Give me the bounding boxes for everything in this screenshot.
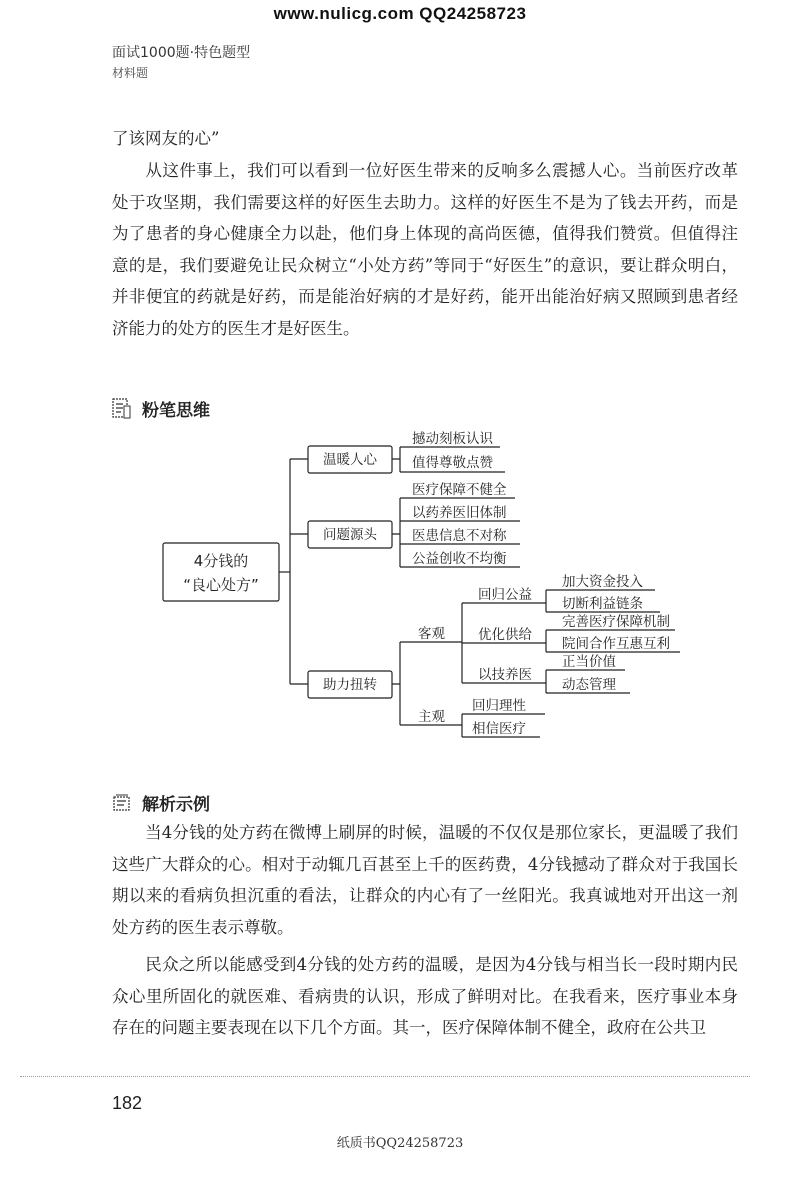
top-watermark: www.nulicg.com QQ24258723 bbox=[273, 4, 527, 23]
analysis-heading bbox=[112, 790, 210, 815]
analysis-icon bbox=[112, 792, 132, 814]
paragraph-conclusion: 从这件事上，我们可以看到一位好医生带来的反响多么震撼人心。当前医疗改革处于攻坚期，我们需要这样的好医生去助力。这样的好医生不是为了钱去开药，而是为了患者的身心健康全力以赴，他们身上体现的高尚医德，值得我们赞赏。但值得注意的是，我们要避免让民众树立“小处方药”等同于“好医生”的意识，要让群众明白，并非便宜的药就是好药，而是能治好病的才是好药，能开出能治好病又照顾到患者经济能力的处方的医生才是好医生。 bbox=[112, 161, 738, 338]
leaf-2-1: 医疗保障不健全 bbox=[412, 482, 507, 498]
leaf-1-2: 值得尊敬点赞 bbox=[412, 455, 493, 471]
mindmap-heading-text: 粉笔思维 bbox=[142, 401, 210, 421]
subjective-leaf-2: 相信医疗 bbox=[472, 721, 526, 737]
leaf-2-2: 以药养医旧体制 bbox=[412, 505, 507, 521]
objective-leaf-1-1: 加大资金投入 bbox=[562, 574, 643, 590]
leaf-2-3: 医患信息不对称 bbox=[412, 528, 507, 544]
objective-leaf-3-1: 正当价值 bbox=[562, 654, 616, 670]
mindmap-root-line2: “良心处方” bbox=[183, 576, 259, 594]
page-number: 182 bbox=[112, 1093, 143, 1113]
paragraph-analysis-2: 民众之所以能感受到4分钱的处方药的温暖，是因为4分钱与相当长一段时期内民众心里所固化的就医难、看病贵的认识，形成了鲜明对比。在我看来，医疗事业本身存在的问题主要表现在以下几个方面。其一，医疗保障体制不健全，政府在公共卫 bbox=[112, 955, 738, 1037]
leaf-2-4: 公益创收不均衡 bbox=[412, 551, 507, 567]
subjective-leaf-1: 回归理性 bbox=[472, 698, 526, 714]
objective-item-1: 回归公益 bbox=[478, 587, 532, 603]
objective-label: 客观 bbox=[418, 626, 445, 642]
leaf-1-1: 撼动刻板认识 bbox=[412, 431, 493, 447]
paragraph-continued: 了该网友的心” bbox=[112, 129, 220, 148]
mindmap-root-line1: 4分钱的 bbox=[193, 552, 249, 570]
objective-leaf-3-2: 动态管理 bbox=[562, 677, 616, 693]
footer-watermark: 纸质书QQ24258723 bbox=[336, 1136, 464, 1151]
objective-leaf-1-2: 切断利益链条 bbox=[562, 596, 643, 612]
subjective-label: 主观 bbox=[418, 709, 445, 725]
branch-label-1: 温暖人心 bbox=[323, 452, 377, 468]
book-title: 面试1000题·特色题型 bbox=[112, 45, 251, 61]
book-subtitle: 材料题 bbox=[112, 66, 149, 80]
objective-leaf-2-2: 院间合作互惠互利 bbox=[562, 636, 670, 652]
objective-item-2: 优化供给 bbox=[478, 627, 532, 643]
branch-label-2: 问题源头 bbox=[323, 527, 377, 543]
analysis-heading-text: 解析示例 bbox=[142, 795, 210, 815]
objective-item-3: 以技养医 bbox=[478, 667, 532, 683]
paragraph-analysis-1: 当4分钱的处方药在微博上刷屏的时候，温暖的不仅仅是那位家长，更温暖了我们这些广大群众的心。相对于动辄几百甚至上千的医药费，4分钱撼动了群众对于我国长期以来的看病负担沉重的看法，让群众的内心有了一丝阳光。我真诚地对开出这一剂处方药的医生表示尊敬。 bbox=[112, 823, 738, 937]
objective-leaf-2-1: 完善医疗保障机制 bbox=[562, 614, 670, 630]
page-divider bbox=[20, 1076, 750, 1077]
branch-label-3: 助力扭转 bbox=[323, 677, 377, 693]
